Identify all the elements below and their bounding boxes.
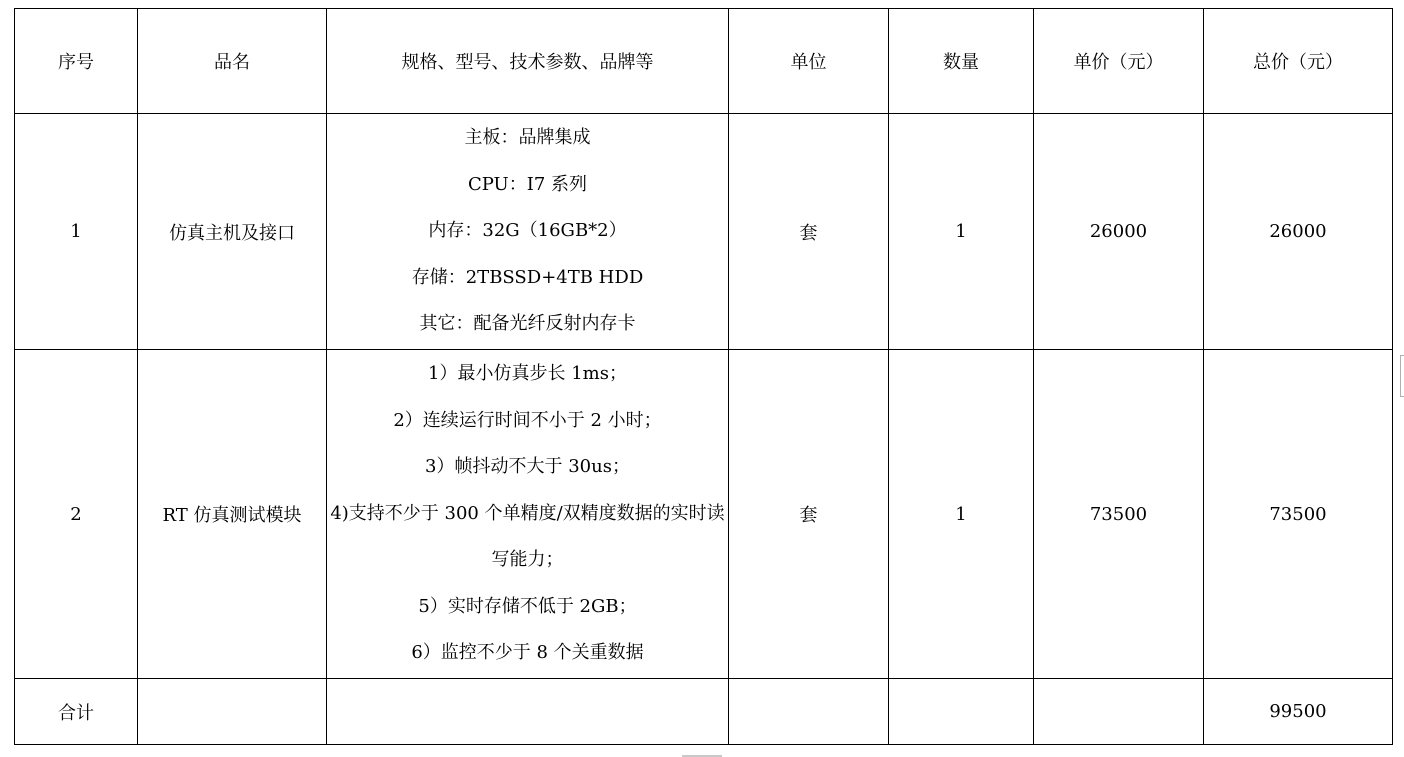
row-total: 26000 bbox=[1204, 114, 1393, 350]
row-unit: 套 bbox=[729, 350, 889, 679]
document-page bbox=[14, 8, 1393, 745]
empty-cell bbox=[1034, 679, 1204, 745]
header-cell-no: 序号 bbox=[15, 9, 138, 114]
spec-line: 6）监控不少于 8 个关重数据 bbox=[411, 642, 644, 664]
table-row bbox=[15, 350, 1393, 679]
total-label: 合计 bbox=[15, 679, 138, 745]
row-spec bbox=[327, 350, 729, 679]
spec-line: CPU：I7 系列 bbox=[467, 173, 588, 195]
empty-cell bbox=[327, 679, 729, 745]
spec-line: 存储：2TBSSD+4TB HDD bbox=[411, 266, 644, 288]
row-no: 1 bbox=[15, 114, 138, 350]
header-cell-unit-price: 单价（元） bbox=[1034, 9, 1204, 114]
row-name: 仿真主机及接口 bbox=[138, 114, 327, 350]
table-header-row bbox=[15, 9, 1393, 114]
row-unit: 套 bbox=[729, 114, 889, 350]
row-qty: 1 bbox=[889, 350, 1034, 679]
header-cell-qty: 数量 bbox=[889, 9, 1034, 114]
spec-line: 4)支持不少于 300 个单精度/双精度数据的实时读写能力； bbox=[330, 502, 725, 571]
header-cell-unit: 单位 bbox=[729, 9, 889, 114]
row-unit-price: 26000 bbox=[1034, 114, 1204, 350]
row-spec bbox=[327, 114, 729, 350]
row-unit-price: 73500 bbox=[1034, 350, 1204, 679]
spec-line: 2）连续运行时间不小于 2 小时； bbox=[393, 409, 662, 431]
header-cell-spec: 规格、型号、技术参数、品牌等 bbox=[327, 9, 729, 114]
total-row bbox=[15, 679, 1393, 745]
spec-line: 1）最小仿真步长 1ms； bbox=[428, 363, 627, 385]
row-name: RT 仿真测试模块 bbox=[138, 350, 327, 679]
row-qty: 1 bbox=[889, 114, 1034, 350]
row-no: 2 bbox=[15, 350, 138, 679]
header-cell-name: 品名 bbox=[138, 9, 327, 114]
spec-line: 内存：32G（16GB*2） bbox=[428, 220, 627, 242]
header-cell-total: 总价（元） bbox=[1204, 9, 1393, 114]
page-edge-marker bbox=[1400, 355, 1404, 397]
row-total: 73500 bbox=[1204, 350, 1393, 679]
spec-line: 其它：配备光纤反射内存卡 bbox=[419, 313, 636, 335]
spec-line: 5）实时存储不低于 2GB； bbox=[418, 595, 637, 617]
table-row bbox=[15, 114, 1393, 350]
empty-cell bbox=[138, 679, 327, 745]
empty-cell bbox=[729, 679, 889, 745]
empty-cell bbox=[889, 679, 1034, 745]
spec-line: 3）帧抖动不大于 30us； bbox=[425, 456, 630, 478]
spec-line: 主板：品牌集成 bbox=[464, 127, 591, 149]
price-table bbox=[14, 8, 1393, 745]
grand-total: 99500 bbox=[1204, 679, 1393, 745]
